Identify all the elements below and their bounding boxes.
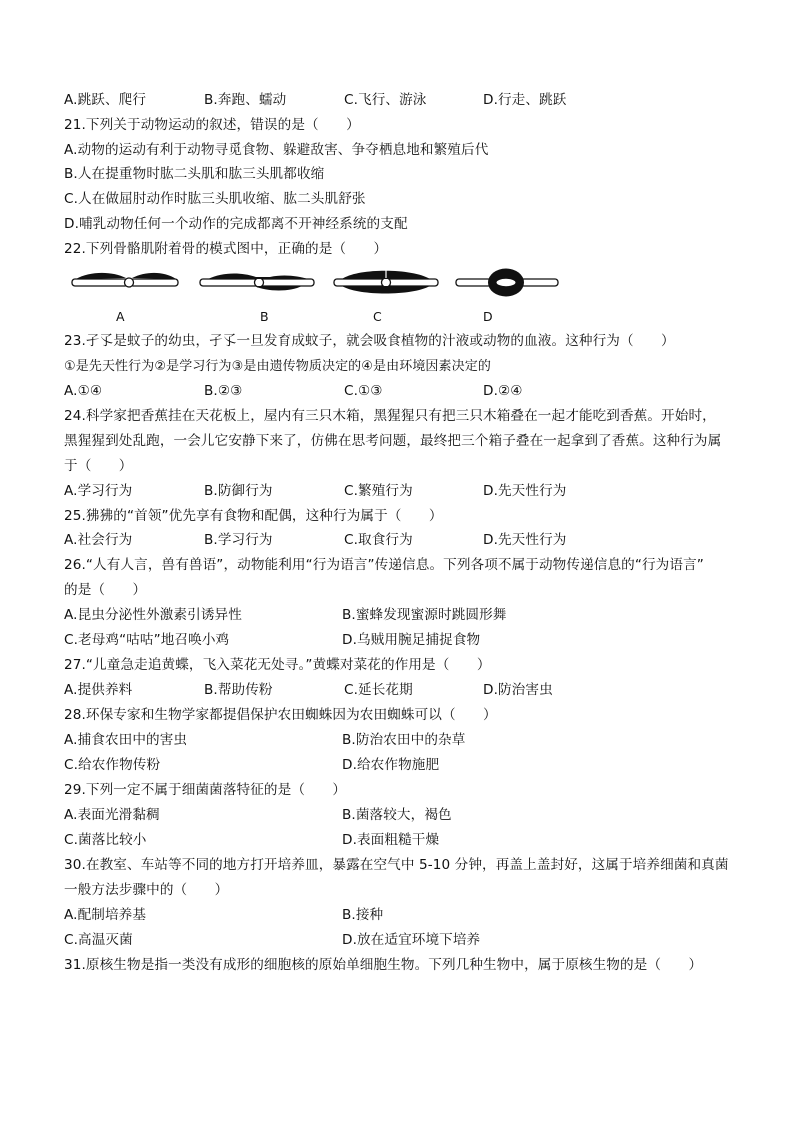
q27-option-a: A.提供养料 — [64, 682, 133, 698]
q29-option-d: D.表面粗糙干燥 — [342, 832, 440, 848]
q22-figure — [64, 264, 584, 328]
muscle-diagram-b — [198, 264, 318, 300]
q25-option-a: A.社会行为 — [64, 532, 133, 548]
q27-option-c: C.延长花期 — [344, 682, 413, 698]
q20-option-a: A.跳跃、爬行 — [64, 92, 147, 108]
q28-option-c: C.给农作物传粉 — [64, 757, 161, 773]
q20-option-d: D.行走、跳跃 — [483, 92, 567, 108]
q26-option-a: A.昆虫分泌性外激素引诱异性 — [64, 607, 242, 623]
q26-option-c: C.老母鸡“咕咕”地召唤小鸡 — [64, 632, 230, 648]
q26-option-b: B.蜜蜂发现蜜源时跳圆形舞 — [342, 607, 507, 623]
q28-option-d: D.给农作物施肥 — [342, 757, 440, 773]
q25-option-c: C.取食行为 — [344, 532, 413, 548]
q29-option-b: B.菌落较大，褐色 — [342, 807, 452, 823]
q21-option-b: B.人在提重物时肱二头肌和肱三头肌都收缩 — [64, 166, 325, 182]
q27-option-b: B.帮助传粉 — [204, 682, 273, 698]
q30-stem-line-1: 30.在教室、车站等不同的地方打开培养皿，暴露在空气中 5-10 分钟，再盖上盖封好，这属于培养细菌和真菌 — [64, 857, 729, 873]
q24-option-c: C.繁殖行为 — [344, 483, 413, 499]
q30-option-a: A.配制培养基 — [64, 907, 147, 923]
q26-stem-line-1: 26.“人有人言，兽有兽语”，动物能利用“行为语言”传递信息。下列各项不属于动物传递信息的“行为语言” — [64, 557, 704, 573]
q30-option-d: D.放在适宜环境下培养 — [342, 932, 481, 948]
q20-option-b: B.奔跑、蠕动 — [204, 92, 287, 108]
q24-stem-line-2: 黑猩猩到处乱跑，一会儿它安静下来了，仿佛在思考问题，最终把三个箱子叠在一起拿到了香蕉。这种行为属 — [64, 433, 722, 449]
q21-option-a: A.动物的运动有利于动物寻觅食物、躲避敌害、争夺栖息地和繁殖后代 — [64, 142, 489, 158]
q23-stem: 23.孑孓是蚊子的幼虫，孑孓一旦发育成蚊子，就会吸食植物的汁液或动物的血液。这种行为（ ） — [64, 333, 675, 349]
q23-statements: ①是先天性行为②是学习行为③是由遗传物质决定的④是由环境因素决定的 — [64, 359, 491, 374]
q31-stem: 31.原核生物是指一类没有成形的细胞核的原始单细胞生物。下列几种生物中，属于原核生物的是（ ） — [64, 957, 703, 973]
q23-option-c: C.①③ — [344, 383, 383, 399]
q28-option-b: B.防治农田中的杂草 — [342, 732, 466, 748]
q27-option-d: D.防治害虫 — [483, 682, 553, 698]
q24-stem-line-1: 24.科学家把香蕉挂在天花板上，屋内有三只木箱，黑猩猩只有把三只木箱叠在一起才能吃到香蕉。开始时， — [64, 408, 716, 424]
q21-option-c: C.人在做屈肘动作时肱三头肌收缩、肱二头肌舒张 — [64, 191, 366, 207]
q24-option-a: A.学习行为 — [64, 483, 133, 499]
muscle-diagram-d — [452, 264, 562, 300]
q28-option-a: A.捕食农田中的害虫 — [64, 732, 188, 748]
q30-stem-line-2: 一般方法步骤中的（ ） — [64, 882, 229, 898]
q26-stem-line-2: 的是（ ） — [64, 582, 147, 598]
q29-stem: 29.下列一定不属于细菌菌落特征的是（ ） — [64, 782, 347, 798]
q23-option-d: D.②④ — [483, 383, 523, 399]
q25-option-b: B.学习行为 — [204, 532, 273, 548]
q23-option-a: A.①④ — [64, 383, 103, 399]
q30-option-c: C.高温灭菌 — [64, 932, 133, 948]
q21-stem: 21.下列关于动物运动的叙述，错误的是（ ） — [64, 117, 360, 133]
q29-option-a: A.表面光滑黏稠 — [64, 807, 160, 823]
q28-stem: 28.环保专家和生物学家都提倡保护农田蜘蛛因为农田蜘蛛可以（ ） — [64, 707, 497, 723]
q21-option-d: D.哺乳动物任何一个动作的完成都离不开神经系统的支配 — [64, 216, 408, 232]
q23-option-b: B.②③ — [204, 383, 243, 399]
q22-stem: 22.下列骨骼肌附着骨的模式图中，正确的是（ ） — [64, 241, 388, 257]
q22-label-d: D — [483, 309, 493, 324]
q29-option-c: C.菌落比较小 — [64, 832, 147, 848]
q22-label-a: A — [116, 309, 125, 324]
q24-option-d: D.先天性行为 — [483, 483, 567, 499]
q30-option-b: B.接种 — [342, 907, 384, 923]
q27-stem: 27.“儿童急走追黄蝶，飞入菜花无处寻。”黄蝶对菜花的作用是（ ） — [64, 657, 491, 673]
q24-stem-line-3: 于（ ） — [64, 458, 133, 474]
q22-label-b: B — [260, 309, 269, 324]
q26-option-d: D.乌贼用腕足捕捉食物 — [342, 632, 481, 648]
muscle-diagram-a — [70, 264, 180, 300]
muscle-diagram-c — [332, 264, 442, 300]
q25-option-d: D.先天性行为 — [483, 532, 567, 548]
q22-label-c: C — [373, 309, 382, 324]
q20-option-c: C.飞行、游泳 — [344, 92, 427, 108]
q24-option-b: B.防御行为 — [204, 483, 273, 499]
q25-stem: 25.狒狒的“首领”优先享有食物和配偶，这种行为属于（ ） — [64, 508, 443, 524]
